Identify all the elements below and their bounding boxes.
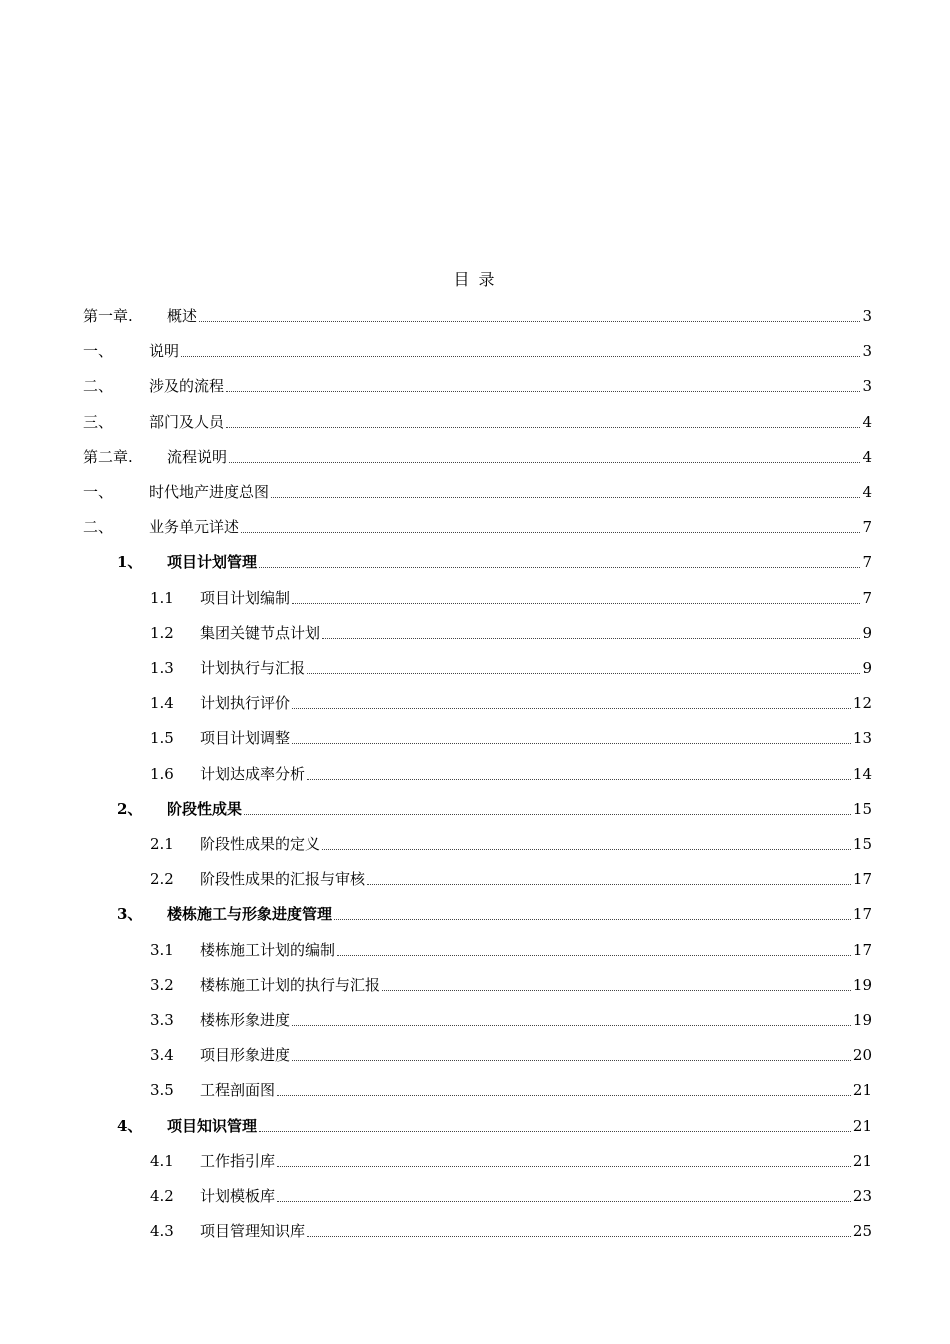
toc-entry-title[interactable]: 工作指引库: [200, 1152, 276, 1170]
toc-entry-title[interactable]: 阶段性成果: [167, 800, 243, 818]
toc-entry-page-number[interactable]: 7: [862, 518, 872, 536]
toc-entry-title[interactable]: 阶段性成果的定义: [200, 835, 321, 853]
toc-entry[interactable]: [83, 478, 872, 502]
toc-entry[interactable]: [117, 548, 872, 572]
toc-entry[interactable]: [117, 900, 872, 924]
toc-dot-leader: [259, 1130, 851, 1132]
toc-entry-title[interactable]: 楼栋施工计划的编制: [200, 941, 336, 959]
toc-dot-leader: [277, 1094, 851, 1096]
toc-entry-page-number[interactable]: 21: [852, 1081, 872, 1099]
toc-dot-leader: [226, 390, 860, 392]
toc-dot-leader: [382, 989, 851, 991]
toc-dot-leader: [367, 883, 851, 885]
toc-entry[interactable]: [83, 443, 872, 467]
toc-entry-page-number[interactable]: 21: [852, 1117, 872, 1135]
toc-entry-page-number[interactable]: 23: [852, 1187, 872, 1205]
toc-entry[interactable]: [150, 584, 872, 608]
toc-dot-leader: [277, 1165, 851, 1167]
toc-dot-leader: [334, 918, 851, 920]
page-title: 目 录: [453, 270, 497, 289]
toc-entry[interactable]: [150, 830, 872, 854]
toc-entry-number: 3.1: [150, 941, 174, 959]
toc-entry-title[interactable]: 楼栋施工与形象进度管理: [167, 905, 333, 923]
toc-entry[interactable]: [83, 408, 872, 432]
toc-entry-number: 3.3: [150, 1011, 174, 1029]
toc-entry-number: 一、: [83, 483, 114, 501]
toc-entry-number: 3.5: [150, 1081, 174, 1099]
toc-entry-page-number[interactable]: 14: [852, 765, 872, 783]
toc-entry-title[interactable]: 工程剖面图: [200, 1081, 276, 1099]
toc-entry[interactable]: [150, 936, 872, 960]
toc-dot-leader: [292, 1059, 851, 1061]
toc-entry-title[interactable]: 项目计划管理: [167, 553, 258, 571]
toc-entry-page-number[interactable]: 4: [862, 448, 872, 466]
toc-entry-title[interactable]: 部门及人员: [149, 413, 225, 431]
toc-entry-page-number[interactable]: 17: [852, 905, 872, 923]
toc-entry-number: 三、: [83, 413, 114, 431]
toc-dot-leader: [322, 637, 860, 639]
toc-entry[interactable]: [150, 1147, 872, 1171]
toc-entry-page-number[interactable]: 19: [852, 976, 872, 994]
toc-entry-title[interactable]: 时代地产进度总图: [149, 483, 270, 501]
toc-dot-leader: [181, 355, 860, 357]
toc-dot-leader: [241, 531, 860, 533]
toc-entry-title[interactable]: 楼栋形象进度: [200, 1011, 291, 1029]
toc-entry-number: 1、: [117, 553, 143, 571]
toc-dot-leader: [292, 1024, 851, 1026]
toc-entry-title[interactable]: 项目形象进度: [200, 1046, 291, 1064]
toc-entry-page-number[interactable]: 12: [852, 694, 872, 712]
toc-dot-leader: [307, 778, 851, 780]
toc-dot-leader: [292, 707, 851, 709]
toc-entry-title[interactable]: 计划模板库: [200, 1187, 276, 1205]
toc-entry-title[interactable]: 项目知识管理: [167, 1117, 258, 1135]
toc-entry-title[interactable]: 业务单元详述: [149, 518, 240, 536]
toc-entry-number: 4、: [117, 1117, 143, 1135]
toc-entry[interactable]: [150, 1006, 872, 1030]
toc-entry-number: 1.3: [150, 659, 174, 677]
toc-entry-page-number[interactable]: 15: [852, 800, 872, 818]
toc-entry-number: 1.5: [150, 729, 174, 747]
toc-entry-page-number[interactable]: 21: [852, 1152, 872, 1170]
toc-entry[interactable]: [150, 654, 872, 678]
toc-dot-leader: [259, 566, 860, 568]
toc-entry[interactable]: [150, 724, 872, 748]
toc-entry-title[interactable]: 集团关键节点计划: [200, 624, 321, 642]
toc-entry-title[interactable]: 计划达成率分析: [200, 765, 306, 783]
toc-entry[interactable]: [150, 1076, 872, 1100]
toc-entry[interactable]: [83, 513, 872, 537]
toc-entry-page-number[interactable]: 19: [852, 1011, 872, 1029]
toc-entry-page-number[interactable]: 20: [852, 1046, 872, 1064]
toc-entry[interactable]: [117, 795, 872, 819]
toc-entry-title[interactable]: 涉及的流程: [149, 377, 225, 395]
toc-entry-number: 第二章.: [83, 448, 133, 466]
toc-entry-number: 第一章.: [83, 307, 133, 325]
toc-entry-number: 3.2: [150, 976, 174, 994]
toc-dot-leader: [229, 461, 860, 463]
toc-dot-leader: [277, 1200, 851, 1202]
toc-entry[interactable]: [150, 971, 872, 995]
toc-dot-leader: [226, 426, 860, 428]
toc-entry-page-number[interactable]: 15: [852, 835, 872, 853]
toc-entry-page-number[interactable]: 3: [862, 377, 872, 395]
toc-entry-page-number[interactable]: 7: [862, 589, 872, 607]
toc-entry[interactable]: [150, 865, 872, 889]
toc-entry-title[interactable]: 说明: [149, 342, 180, 360]
toc-entry-page-number[interactable]: 3: [862, 307, 872, 325]
toc-entry-page-number[interactable]: 3: [862, 342, 872, 360]
toc-dot-leader: [244, 813, 851, 815]
toc-entry-page-number[interactable]: 13: [852, 729, 872, 747]
toc-entry-number: 二、: [83, 518, 114, 536]
toc-entry[interactable]: [150, 619, 872, 643]
toc-entry-page-number[interactable]: 7: [862, 553, 872, 571]
toc-entry[interactable]: [150, 1041, 872, 1065]
toc-entry-number: 1.2: [150, 624, 174, 642]
toc-dot-leader: [322, 848, 851, 850]
toc-entry-number: 3、: [117, 905, 143, 923]
toc-dot-leader: [292, 602, 860, 604]
toc-dot-leader: [337, 954, 851, 956]
toc-entry-number: 4.3: [150, 1222, 174, 1240]
toc-entry-number: 4.2: [150, 1187, 174, 1205]
toc-entry[interactable]: [117, 1112, 872, 1136]
toc-entry-page-number[interactable]: 9: [862, 624, 872, 642]
toc-entry-title[interactable]: 项目计划调整: [200, 729, 291, 747]
toc-entry-number: 二、: [83, 377, 114, 395]
toc-entry-page-number[interactable]: 25: [852, 1222, 872, 1240]
toc-entry[interactable]: [83, 372, 872, 396]
toc-entry[interactable]: [83, 302, 872, 326]
toc-entry-title[interactable]: 计划执行评价: [200, 694, 291, 712]
toc-entry-page-number[interactable]: 9: [862, 659, 872, 677]
toc-entry-number: 3.4: [150, 1046, 174, 1064]
toc-entry-title[interactable]: 概述: [167, 307, 198, 325]
toc-entry-page-number[interactable]: 4: [862, 483, 872, 501]
toc-entry-number: 2、: [117, 800, 143, 818]
toc-entry-number: 1.1: [150, 589, 174, 607]
toc-dot-leader: [199, 320, 860, 322]
toc-entry-title[interactable]: 楼栋施工计划的执行与汇报: [200, 976, 381, 994]
toc-entry-page-number[interactable]: 17: [852, 941, 872, 959]
toc-dot-leader: [307, 672, 860, 674]
toc-dot-leader: [307, 1235, 851, 1237]
toc-dot-leader: [271, 496, 860, 498]
toc-entry[interactable]: [150, 689, 872, 713]
toc-entry-title[interactable]: 项目计划编制: [200, 589, 291, 607]
toc-entry-title[interactable]: 项目管理知识库: [200, 1222, 306, 1240]
toc-entry-number: 2.1: [150, 835, 174, 853]
toc-entry-number: 1.4: [150, 694, 174, 712]
toc-dot-leader: [292, 742, 851, 744]
toc-entry[interactable]: [83, 337, 872, 361]
toc-entry-title[interactable]: 计划执行与汇报: [200, 659, 306, 677]
toc-entry-title[interactable]: 阶段性成果的汇报与审核: [200, 870, 366, 888]
toc-entry-number: 一、: [83, 342, 114, 360]
toc-entry-page-number[interactable]: 17: [852, 870, 872, 888]
toc-entry-number: 1.6: [150, 765, 174, 783]
toc-entry[interactable]: [150, 1217, 872, 1241]
toc-entry-number: 2.2: [150, 870, 174, 888]
toc-entry[interactable]: [150, 760, 872, 784]
toc-entry-number: 4.1: [150, 1152, 174, 1170]
toc-entry-page-number[interactable]: 4: [862, 413, 872, 431]
toc-entry[interactable]: [150, 1182, 872, 1206]
toc-entry-title[interactable]: 流程说明: [167, 448, 228, 466]
